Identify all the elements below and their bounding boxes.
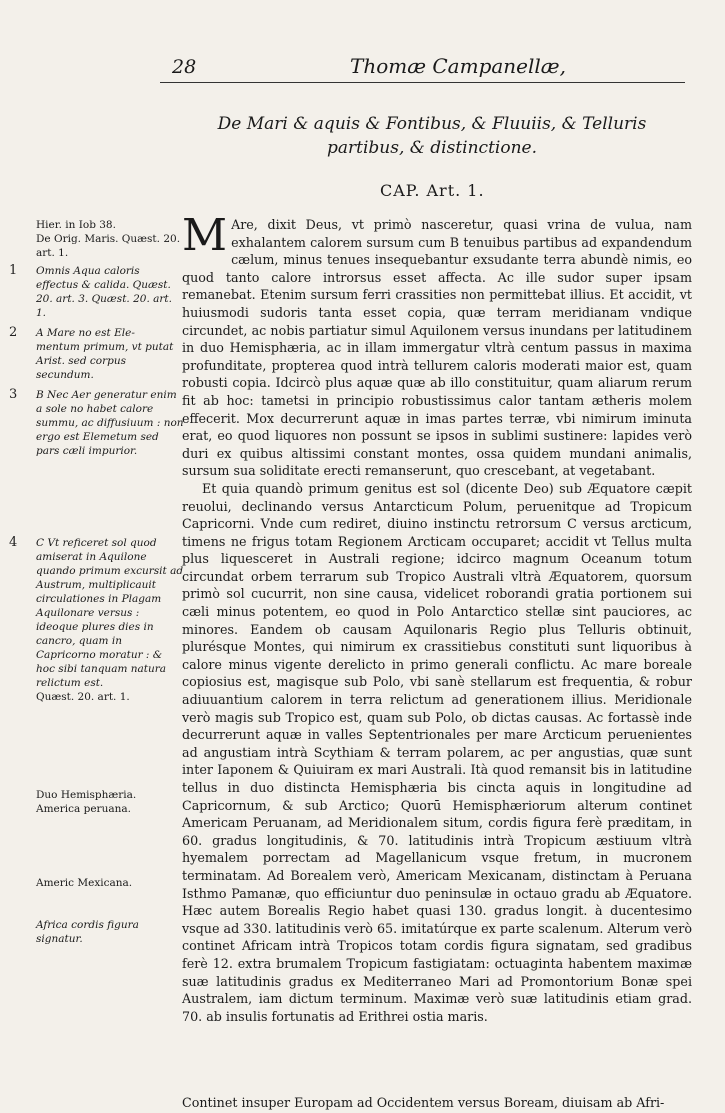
margin-note-label: B Nec Aer generatur enim a sole no habet calore summu, ac diffusiuum : non ergo est Elemetum sed pars cæli impurior. xyxy=(36,389,184,457)
margin-note-text: De Orig. Maris. Quæst. 20. art. 1. xyxy=(36,233,181,259)
margin-note-text: Quæst. 20. art. 1. xyxy=(36,691,130,703)
margin-note xyxy=(9,535,184,704)
margin-note xyxy=(36,918,184,946)
drop-cap: M xyxy=(182,210,228,261)
margin-note-text: mentum primum, vt putat Arist. sed corpus secundum. xyxy=(36,341,174,381)
margin-marker: 3 xyxy=(9,387,18,402)
running-head: Thomæ Campanellæ, xyxy=(350,54,566,78)
margin-note xyxy=(9,325,184,382)
chapter-label: CAP. Art. 1. xyxy=(380,181,485,200)
margin-marker: 4 xyxy=(9,535,18,550)
continuation-line: Continet insuper Europam ad Occidentem versus Boream, diuisam ab Afri- xyxy=(182,1095,665,1110)
paragraph xyxy=(182,480,692,1025)
paragraph xyxy=(182,210,692,480)
margin-note-label: Americ Mexicana. xyxy=(36,877,133,889)
margin-marker: 2 xyxy=(9,325,18,340)
margin-note-label: C Vt reficeret sol quod amiserat in Aquilone quando primum excursit ad Austrum, multiplicauit circulationes in Plagam Aquilonare versus : ideoque plures dies in cancro, quam in Capricorno moratur : & hoc sibi tanquam natura relictum est. xyxy=(36,537,184,689)
margin-note-label: Duo Hemisphæria. xyxy=(36,789,137,801)
margin-note-label: Omnis Aqua caloris xyxy=(36,265,140,277)
margin-note-label: A Mare no est Ele- xyxy=(36,327,135,339)
margin-marker: 1 xyxy=(9,263,18,278)
margin-note-text: America peruana. xyxy=(36,803,131,815)
chapter-heading: De Mari & aquis & Fontibus, & Fluuiis, & Telluris partibus, & distinctione. xyxy=(217,114,647,158)
margin-note xyxy=(36,788,184,816)
paragraph-text: Et quia quandò primum genitus est sol (dicente Deo) sub Æquatore cæpit reuolui, declinando versus Antarcticum Polum, peruenitque ad Tropicum Capricorni. Vnde cum rediret, diuino instinctu retrorsum C versus arcticum, timens ne frigus totam Regionem Arcticam occuparet; accidit vt Tellus multa plus liquesceret in Australi regione; idcirco magnum Oceanum totum circundat orbem terrarum sub Tropico Australi vltrà Æquatorem, quorsum primò sol cucurrit, non sine causa, videlicet roborandi gratia portionem sui cæli minus potentem, eo quod in Polo Antarctico stellæ sint pauciores, ac minores. Eandem ob causam Aquilonaris Regio plus Telluris obtinuit, plurésque Montes, qui nimirum ex crassitiebus constituti sunt liquoribus à calore minus vigente derelicto in primo generali conflictu. Ac mare boreale copiosius est, magisque sub Polo, vbi sanè stellarum est frequentia, & robur adiuuantium calorem in terra relictum ad generationem illius. Meridionale verò magis sub Tropico est, quam sub Polo, ob dictas causas. Ac fortassè inde decurrerunt aquæ in valles Septentrionales per mare Arcticum peruenientes ad angustiam intrà Scythiam & terram polarem, ac per angustias, quæ sunt inter Iaponem & Quiuiram ex mari Australi. Ità quod remansit bis in latitudine tellus in duo distincta Hemisphæria bis cincta aquis in longitudine ad Capricornum, & sub Arctico; Quorū Hemisphæriorum alterum continet Americam Peruanam, ad Meridionalem situm, cordis figura ferè præditam, in 60. gradus longitudinis, & 70. latitudinis intrà Tropicum æstiuum vltrà hyemalem porrectam ad Magellanicum vsque fretum, in mucronem terminatam. Ad Borealem verò, Americam Mexicanam, distinctam à Peruana Isthmo Pamanæ, quo efficiuntur duo peninsulæ in octauo gradu ab Æquatore. Hæc autem Borealis Regio habet quasi 130. gradus longit. à ducentesimo vsque ad 330. latitudinis verò 65. imitatúrque ex parte scalenum. Alterum verò continet Africam intrà Tropicos totam cordis figura signatam, sed gradibus ferè 12. extra brumalem Tropicum fastigiatam: octuaginta habentem maximæ suæ latitudinis gradus ex Mediterraneo Mari ad Promontorium Bonæ spei Australem, iam dictum terminum. Maximæ verò suæ latitudinis etiam grad. 70. ab insulis fortunatis ad Erithrei ostia maris. xyxy=(182,480,692,1024)
margin-note xyxy=(36,218,184,260)
margin-note xyxy=(9,263,184,320)
paragraph-text: Are, dixit Deus, vt primò nasceretur, quasi vrina de vulua, nam exhalantem calorem sursum cum B tenuibus partibus ad expandendum cælum, minus tenues insequebantur exsudante terra abundè nimis, eo quod tanto calore introrsus esset affecta. Ac ille sudor super ipsam remanebat. Etenim sursum ferri crassities non permittebat illius. Et accidit, vt huiusmodi sudoris tanta esset copia, quæ terram meridianam vndique circundet, ac nobis partiatur simul Aquilonem versus inundans per latitudinem in duo Hemisphæria, ac in illam immergatur vltrà centum passus in maxima profunditate, propterea quod intrà tellurem caloris moderati maior est, quam robusti copia. Idcircò plus aquæ quæ ab illo constituitur, quam aliarum rerum fit ab hoc: tametsi in principio robustissimus calor tantam ætheris molem effecerit. Mox decurrerunt aquæ in imas partes terræ, vbi nimirum iminuta erat, eo quod liquores non possunt se ipsos in sublimi sustinere: lapides verò duri ex quibus altissimi constant montes, ossa quidem mundani animalis, sursum sua soliditate erecti remanserunt, quo crescebant, at vegetabant. xyxy=(182,217,692,479)
margin-note xyxy=(36,876,184,890)
margin-note-label: Hier. in Iob 38. xyxy=(36,219,116,231)
margin-note-text: effectus & calida. Quæst. 20. art. 3. Quæst. 20. art. 1. xyxy=(36,279,172,319)
margin-note xyxy=(9,387,184,458)
main-text xyxy=(182,210,692,1025)
margin-note-label: Africa cordis figura signatur. xyxy=(36,919,139,945)
page-header xyxy=(160,52,685,83)
page-number: 28 xyxy=(172,56,197,78)
